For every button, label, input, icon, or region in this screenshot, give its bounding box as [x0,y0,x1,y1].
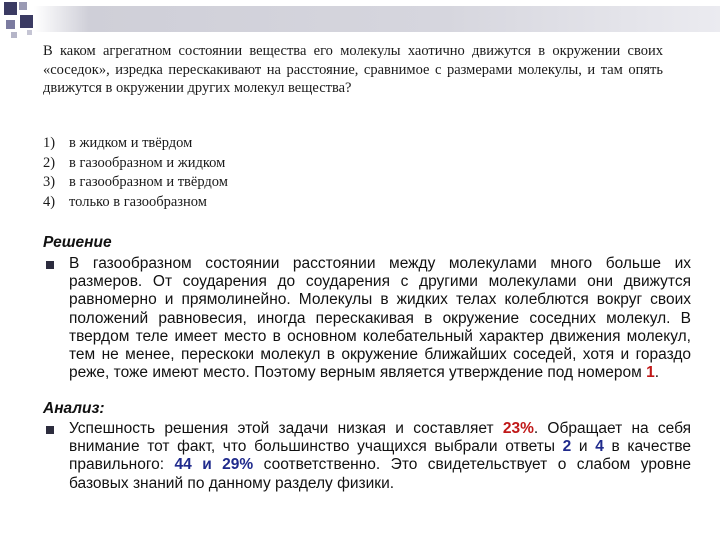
question-text: В каком агрегатном состоянии вещества его молекулы хаотично движутся в окружении своих «соседок», изредка перескакивают на расстояние, сравнимое с размерами молекулы, и там опять движутся в окружении других молекул вещества? [43,43,663,97]
square-bullet-icon [46,261,54,269]
analysis-title: Анализ: [43,400,105,417]
answer-4: 4 [595,438,604,456]
option-3 [43,173,643,193]
analysis-item [43,420,691,493]
answer-percentages: 44 и 29% [174,456,254,474]
solution-text: В газообразном состоянии расстоянии между молекулами много больше их размеров. От соударения до соударения с другими молекулами они движутся равномерно и прямолинейно. Молекулы в жидких телах колеблются вокруг своих положений равновесия, иногда перескакивая в окружение соседних молекул. В твердом теле имеет место в основном колебательный характер движения молекул, тем не менее, перескоки молекул в окружение ближайших соседей, хотя и гораздо реже, тоже имеют место. Поэтому верным является утверждение под номером 1. [69,255,691,382]
option-label: в газообразном и жидком [69,154,226,171]
option-number: 1) [43,135,56,151]
solution-item [43,255,691,382]
option-number: 4) [43,193,56,210]
option-label: в газообразном и твёрдом [69,174,228,190]
option-number: 2) [43,154,56,171]
answer-options [43,134,643,212]
analysis-text: Успешность решения этой задачи низкая и составляет 23%. Обращает на себя внимание тот факт, что большинство учащихся выбрали ответы 2 и 4 в качестве правильного: 44 и 29% соответственно. Это свидетельствует о слабом уровне базовых знаний по данному разделу физики. [69,420,692,492]
option-number: 3) [43,174,56,190]
solution-title: Решение [43,234,112,251]
success-rate: 23% [502,420,534,437]
correct-answer-number: 1 [646,364,655,382]
option-label: в жидком и твёрдом [69,135,193,151]
option-1 [43,134,643,154]
option-label: только в газообразном [69,193,207,210]
option-2 [43,154,643,174]
square-bullet-icon [46,426,54,434]
option-4 [43,193,643,213]
answer-2: 2 [562,438,572,456]
header-gradient-bar [34,6,720,32]
